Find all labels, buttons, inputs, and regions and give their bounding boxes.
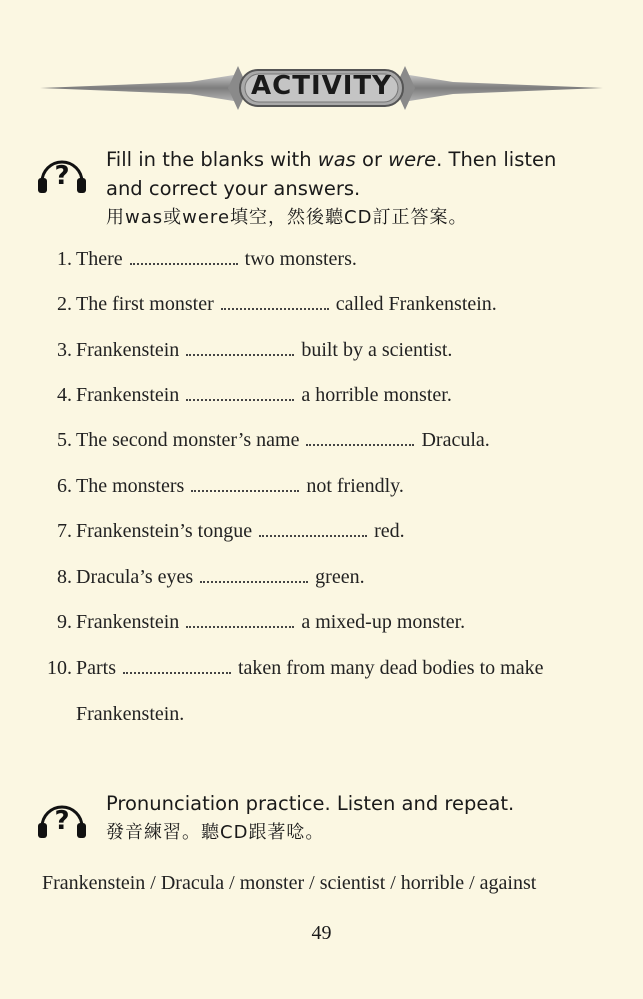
item-text-before: Frankenstein [76,339,180,361]
svg-text:?: ? [54,161,70,191]
zh-was: was [125,207,164,228]
zh-cd: CD [220,822,249,843]
item-text-before: The first monster [76,293,214,315]
exercise-item-3 [0,339,452,362]
exercise-item-10 [0,657,543,680]
pronunciation-instruction-chinese [106,818,514,847]
item-text-after: built by a scientist. [301,339,453,361]
exercise-item-5 [0,429,490,452]
item-text-after: a mixed-up monster. [301,611,466,633]
answer-blank[interactable] [200,577,308,583]
item-number: 4. [57,384,72,406]
answer-blank[interactable] [259,531,367,537]
answer-blank[interactable] [306,440,414,446]
answer-blank[interactable] [186,395,294,401]
answer-blank[interactable] [130,259,238,265]
item-number: 8. [57,566,72,588]
item-number: 10. [47,657,72,679]
instruction-or: or [355,148,389,171]
item-text-after: two monsters. [244,248,357,270]
instruction-line-1 [106,145,556,174]
instruction-text-end: . Then listen [436,148,557,171]
item-number: 9. [57,611,72,633]
item-text-after: Dracula. [421,429,490,451]
item-number: 1. [57,248,72,270]
item-number: 3. [57,339,72,361]
activity2-instructions [106,789,514,847]
zh-were: were [182,207,231,228]
exercise-item-6 [0,475,404,498]
answer-blank[interactable] [123,668,231,674]
exercise-item-1 [0,248,357,271]
item-text-after: red. [374,520,405,542]
item-text-before: Frankenstein [76,611,180,633]
instruction-chinese [106,203,556,232]
exercise-item-4 [0,384,452,407]
item-text-before: The monsters [76,475,185,497]
exercise-item-8 [0,566,365,589]
zh-part: 發音練習。聽 [106,822,220,843]
pronunciation-instruction: Pronunciation practice. Listen and repeat. [106,792,515,815]
exercise-item-2 [0,293,497,316]
activity1-instructions [106,145,556,232]
item-text-before: There [76,248,123,270]
item-text-after: not friendly. [306,475,404,497]
exercise-item-10-continuation: Frankenstein. [76,703,185,725]
item-number: 2. [57,293,72,315]
answer-blank[interactable] [221,304,329,310]
zh-part: 訂正答案。 [372,207,468,228]
exercise-item-7 [0,520,405,543]
instruction-text: Fill in the blanks with [106,148,318,171]
item-text-before: Dracula’s eyes [76,566,194,588]
item-text-after: green. [315,566,365,588]
zh-part: 填空，然後聽 [230,207,345,228]
item-number: 5. [57,429,72,451]
item-text-before: The second monster’s name [76,429,300,451]
pronunciation-word-list: Frankenstein / Dracula / monster / scientist / horrible / against [42,872,537,894]
item-text-before: Frankenstein [76,384,180,406]
headphones-question-icon [36,148,88,200]
answer-blank[interactable] [191,486,299,492]
zh-cd: CD [344,207,373,228]
item-text-after: a horrible monster. [301,384,452,406]
item-number: 7. [57,520,72,542]
svg-text:?: ? [54,806,70,836]
zh-part: 或 [163,207,183,228]
zh-part: 跟著唸。 [248,822,325,843]
item-text-before: Parts [76,657,116,679]
banner-title: ACTIVITY [251,71,392,101]
item-text-before: Frankenstein’s tongue [76,520,253,542]
item-number: 6. [57,475,72,497]
item-text-after: called Frankenstein. [335,293,497,315]
zh-part: 用 [106,207,125,228]
answer-blank[interactable] [186,350,294,356]
instruction-was: was [317,148,356,171]
exercise-item-9 [0,611,465,634]
headphones-question-icon [36,793,88,845]
answer-blank[interactable] [186,622,294,628]
activity-banner [0,62,643,114]
instruction-line-2: and correct your answers. [106,177,361,200]
page-number: 49 [311,922,332,944]
item-text-after: taken from many dead bodies to make [238,657,544,679]
instruction-were: were [388,148,437,171]
